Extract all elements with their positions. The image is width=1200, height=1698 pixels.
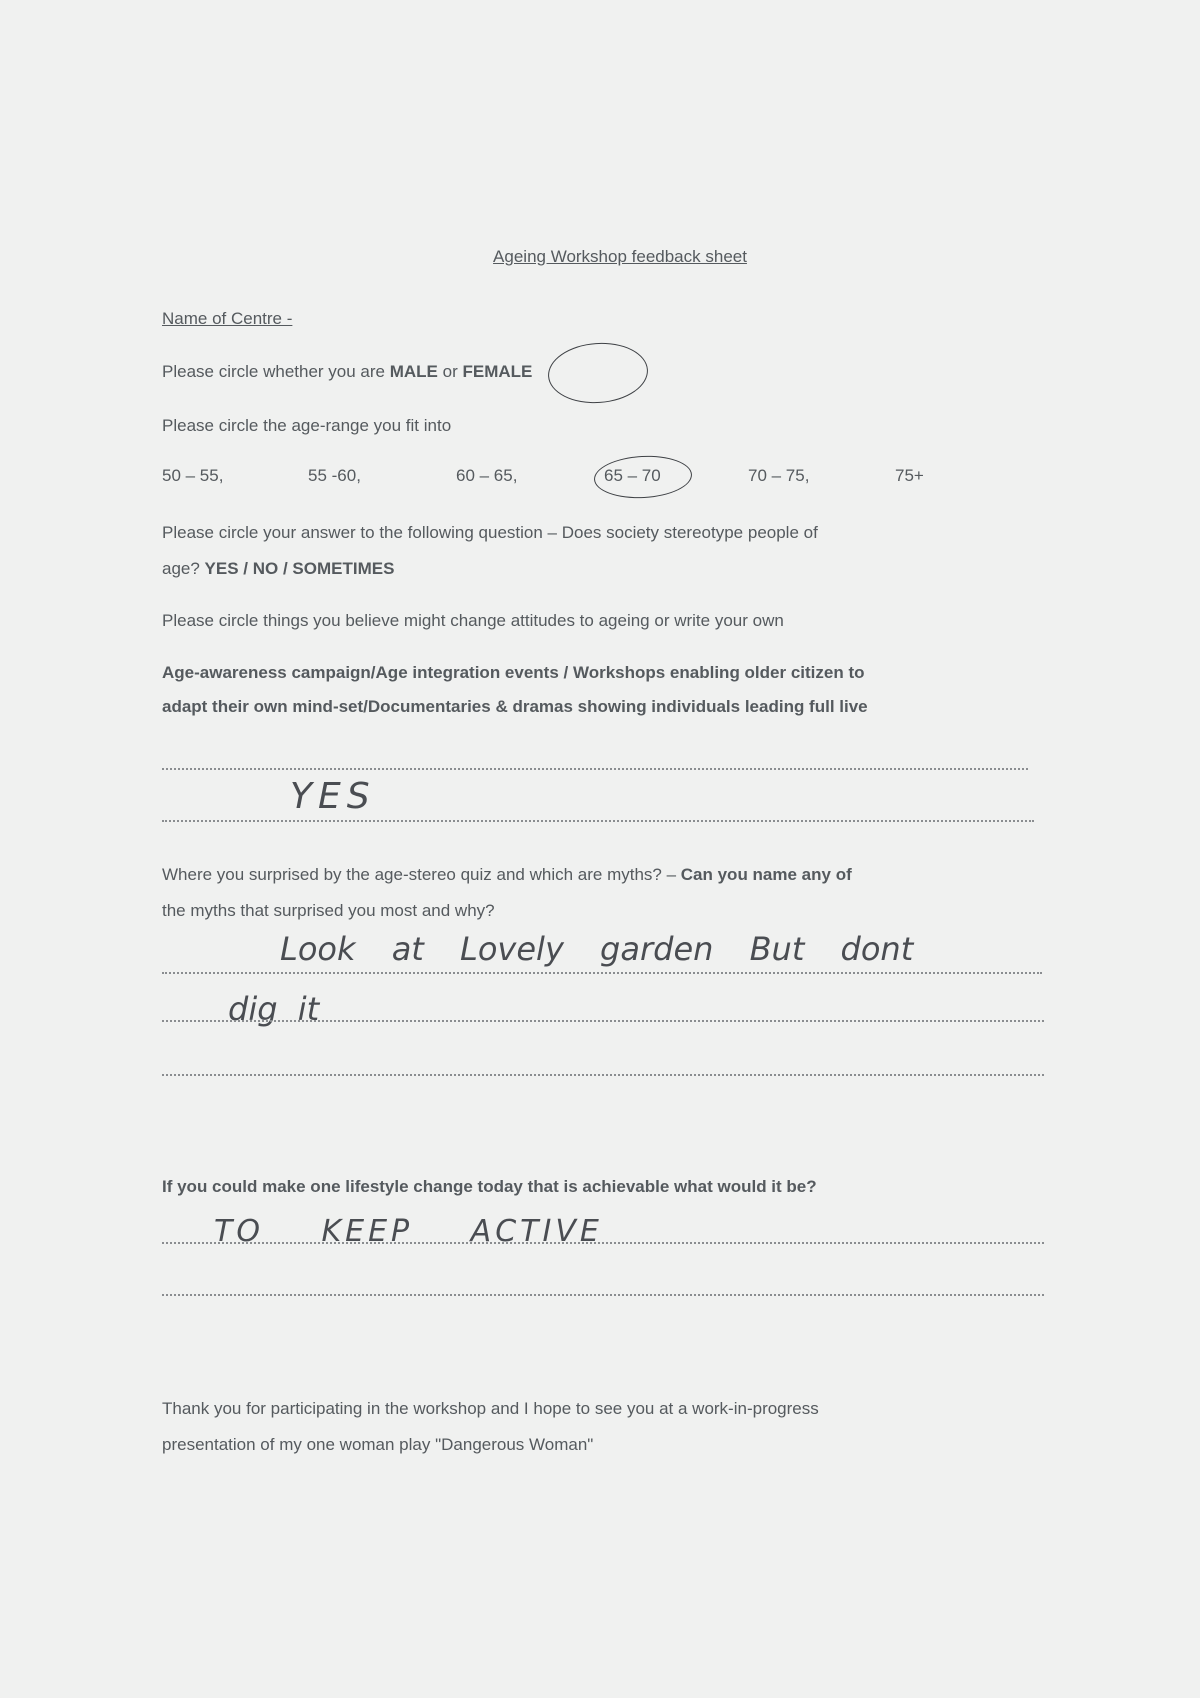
answer-line — [162, 1294, 1044, 1296]
thanks-line1: Thank you for participating in the workshop and I hope to see you at a work-in-progress — [162, 1399, 819, 1418]
answer-line — [162, 1020, 1044, 1022]
gender-option-female: FEMALE — [462, 362, 533, 381]
quiz-prompt-a: Where you surprised by the age-stereo quiz and which are myths? – — [162, 865, 681, 884]
attitudes-options-line2: adapt their own mind-set/Documentaries & dramas showing individuals leading full live — [162, 697, 868, 716]
form-title: Ageing Workshop feedback sheet — [493, 247, 747, 266]
age-prompt: Please circle the age-range you fit into — [162, 416, 452, 435]
age-range-5: 70 – 75, — [748, 466, 810, 485]
stereotype-prompt-line1: Please circle your answer to the following question – Does society stereotype people of — [162, 523, 818, 542]
handwritten-quiz-answer-1: Look at Lovely garden But dont — [280, 930, 914, 968]
age-range-3: 60 – 65, — [456, 466, 518, 485]
female-circle-mark — [546, 340, 650, 407]
age-range-4: 65 – 70 — [604, 466, 661, 485]
gender-or: or — [437, 362, 463, 381]
answer-line — [162, 820, 1034, 822]
gender-option-male: MALE — [389, 362, 438, 381]
quiz-prompt-line1 — [162, 864, 852, 886]
stereotype-prompt-line2 — [162, 558, 394, 580]
age-range-6: 75+ — [895, 466, 924, 485]
age-range-1: 50 – 55, — [162, 466, 224, 485]
quiz-prompt-line2: the myths that surprised you most and why? — [162, 901, 495, 920]
age-circle-mark — [593, 453, 693, 500]
gender-prompt: Please circle whether you are — [162, 362, 390, 381]
attitudes-prompt: Please circle things you believe might change attitudes to ageing or write your own — [162, 611, 784, 630]
age-range-2: 55 -60, — [308, 466, 361, 485]
answer-line — [162, 1074, 1044, 1076]
stereotype-prompt-age: age? — [162, 559, 205, 578]
handwritten-lifestyle-answer: TO KEEP ACTIVE — [214, 1214, 603, 1249]
answer-line — [162, 972, 1042, 974]
quiz-prompt-b: Can you name any of — [680, 865, 852, 884]
handwritten-attitudes-answer: YES — [290, 776, 376, 817]
handwritten-quiz-answer-2: dig it — [228, 990, 320, 1028]
thanks-line2: presentation of my one woman play "Dangerous Woman" — [162, 1435, 594, 1454]
lifestyle-prompt: If you could make one lifestyle change today that is achievable what would it be? — [162, 1177, 817, 1196]
gender-question — [162, 361, 532, 383]
stereotype-options: YES / NO / SOMETIMES — [204, 559, 395, 578]
centre-label: Name of Centre - — [162, 309, 293, 328]
attitudes-options-line1: Age-awareness campaign/Age integration events / Workshops enabling older citizen to — [162, 663, 865, 682]
answer-line — [162, 1242, 1044, 1244]
answer-line — [162, 768, 1028, 770]
